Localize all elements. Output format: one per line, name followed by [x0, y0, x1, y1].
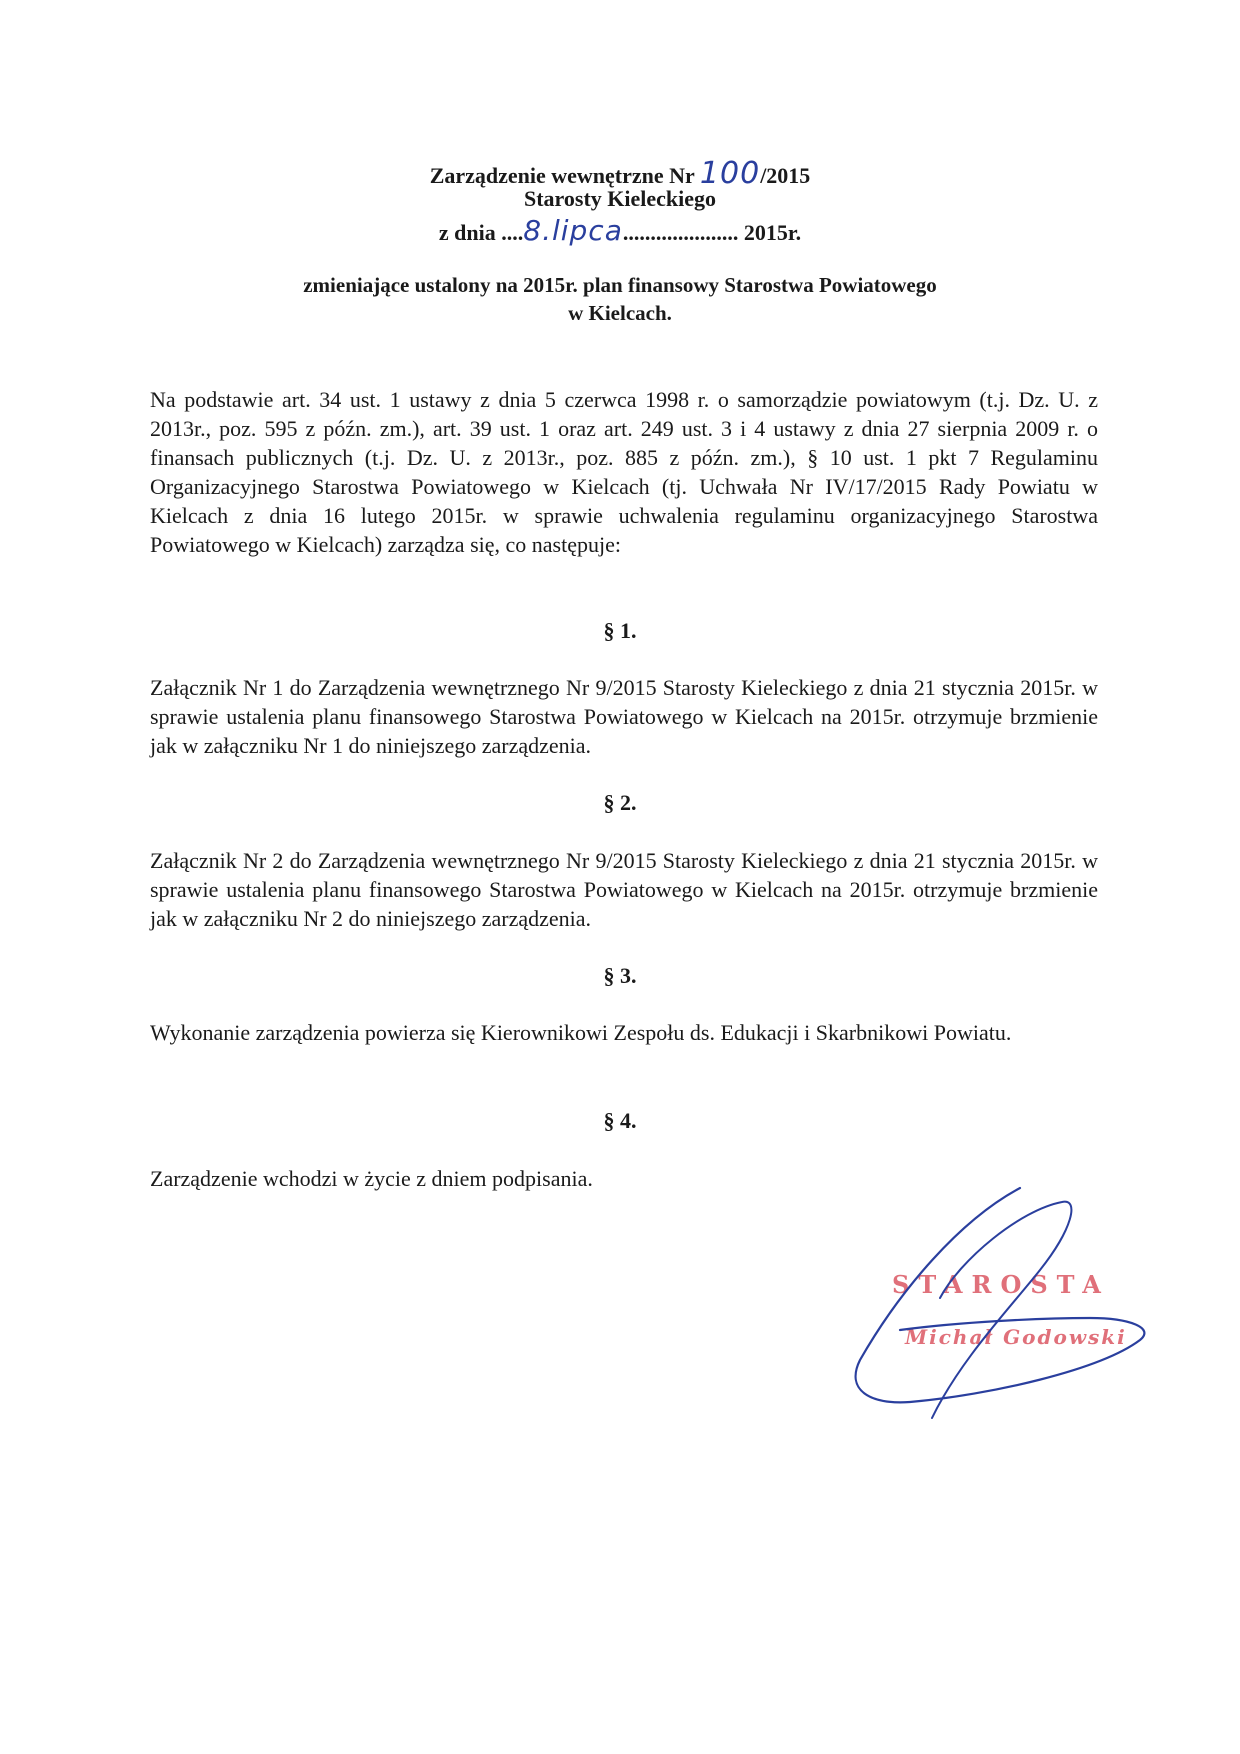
issuer-line: Starosty Kieleckiego — [523, 186, 717, 211]
stamp-title: STAROSTA — [892, 1270, 1110, 1299]
section-mark-3: § 3. — [603, 963, 637, 988]
section-text-4: Zarządzenie wchodzi w życie z dniem podpisania. — [150, 1166, 593, 1191]
title-suffix: /2015 — [760, 163, 811, 188]
signature-loop-path — [856, 1188, 1145, 1402]
section-text-3: Wykonanie zarządzenia powierza się Kierownikowi Zespołu ds. Edukacji i Skarbnikowi Powiatu. — [150, 1020, 1012, 1045]
preamble: Na podstawie art. 34 ust. 1 ustawy z dnia 5 czerwca 1998 r. o samorządzie powiatowym (t.j. Dz. U. z 2013r., poz. 595 z późn. zm.), art. 39 ust. 1 oraz art. 249 ust. 3 i 4 ustawy z dnia 27 sierpnia 2009 r. o finansach publicznych (t.j. Dz. U. z 2013r., poz. 885 z późn. zm.), § 10 ust. 1 pkt 7 Regulaminu Organizacyjnego Starostwa Powiatowego w Kielcach (tj. Uchwała Nr IV/17/2015 Rady Powiatu w Kielcach z dnia 16 lutego 2015r. w sprawie uchwalenia regulaminu organizacyjnego Starostwa Powiatowego w Kielcach) zarządza się, co następuje: — [150, 387, 1098, 557]
subject-line-1: zmieniające ustalony na 2015r. plan finansowy Starostwa Powiatowego — [303, 273, 937, 297]
date-line — [0, 214, 1240, 247]
date-suffix: ..................... 2015r. — [622, 220, 802, 245]
date-prefix: z dnia .... — [438, 220, 524, 245]
section-mark-4: § 4. — [603, 1108, 637, 1133]
section-text-1: Załącznik Nr 1 do Zarządzenia wewnętrznego Nr 9/2015 Starosty Kieleckiego z dnia 21 stycznia 2015r. w sprawie ustalenia planu finansowego Starostwa Powiatowego w Kielcach na 2015r. otrzymuje brzmienie jak w załączniku Nr 1 do niniejszego zarządzenia. — [150, 675, 1098, 758]
subject-line-2: w Kielcach. — [568, 301, 672, 325]
section-text-2: Załącznik Nr 2 do Zarządzenia wewnętrznego Nr 9/2015 Starosty Kieleckiego z dnia 21 stycznia 2015r. w sprawie ustalenia planu finansowego Starostwa Powiatowego w Kielcach na 2015r. otrzymuje brzmienie jak w załączniku Nr 2 do niniejszego zarządzenia. — [150, 848, 1098, 931]
signature-icon — [840, 1180, 1150, 1420]
handwritten-number: 100 — [699, 156, 761, 191]
handwritten-date: 8.lipca — [523, 214, 623, 247]
section-mark-1: § 1. — [603, 618, 637, 643]
stamp-name: Michał Godowski — [905, 1325, 1127, 1349]
section-mark-2: § 2. — [603, 790, 637, 815]
signature-stroke-path — [932, 1202, 1071, 1418]
title-prefix: Zarządzenie wewnętrzne Nr — [429, 163, 700, 188]
